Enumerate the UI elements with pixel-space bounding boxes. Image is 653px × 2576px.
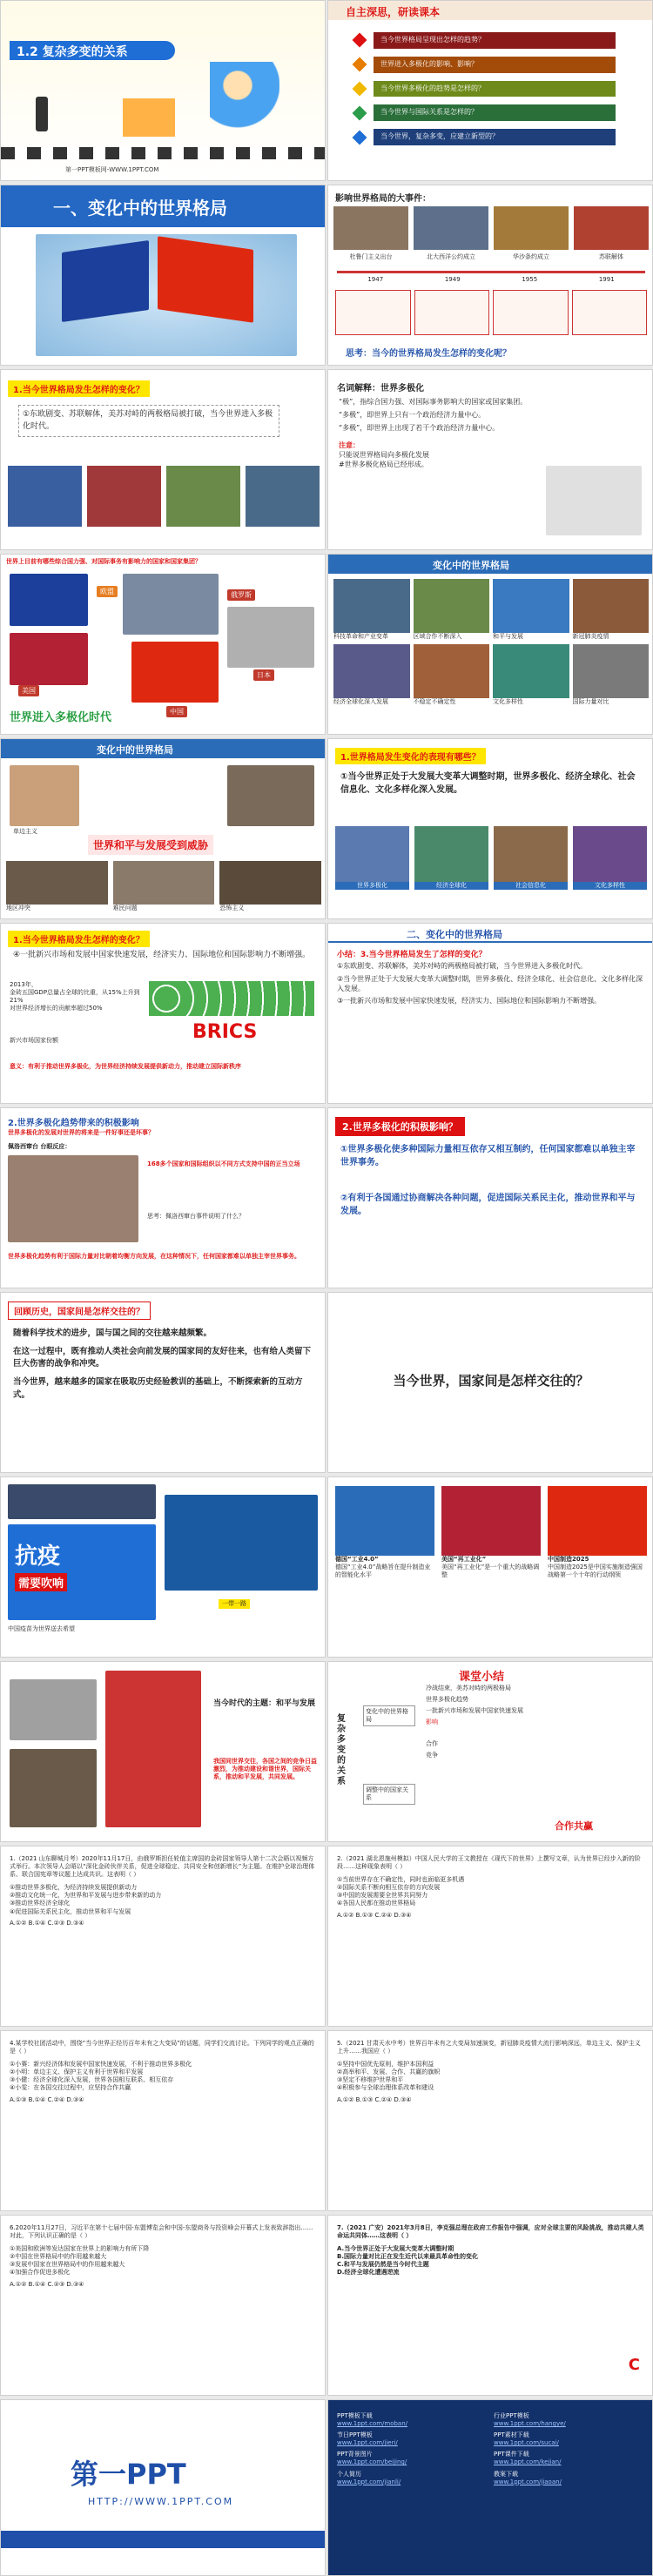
us-image <box>10 633 88 685</box>
question-text: 5.（2021 甘肃天水中考）世界百年未有之大变局加速演变，新冠肺炎疫情大流行影响深远，单边主义、保护主义上升……我国应（ ） <box>337 2040 641 2055</box>
slide-heading: 变化中的世界格局 <box>97 744 173 756</box>
year-label: 1955 <box>522 276 538 283</box>
eu-image <box>10 574 88 626</box>
grid-tile: 经济全球化深入发展 <box>333 644 410 706</box>
answer-options: A.①② B.①④ C.②③ D.③④ <box>10 1919 84 1927</box>
option: A.当今世界正处于大发展大变革大调整时期 <box>337 2245 454 2253</box>
center-question: 当今世界，国家间是怎样交往的？ <box>393 1373 589 1389</box>
house-icon <box>123 98 175 137</box>
note-1: 只能说世界格局向多极化发展 <box>339 451 429 460</box>
link[interactable]: www.1ppt.com/kejian/ <box>494 2458 562 2466</box>
desc: 德国“工业4.0”战略旨在提升制造业的智能化水平 <box>335 1564 431 1579</box>
world-map-image <box>546 466 642 535</box>
link[interactable]: www.1ppt.com/hangye/ <box>494 2420 566 2428</box>
option: ②高举和平、发展、合作、共赢的旗帜 <box>337 2068 441 2076</box>
slide-21-exercise <box>0 1846 326 2027</box>
point-1: 随着科学技术的进步，国与国之间的交往越来越频繁。 <box>13 1328 212 1338</box>
question-text: 7.（2021 广安）2021年3月8日，李克强总理在政府工作报告中强调，应对全球主要的风险挑战，推动共建人类命运共同体……这表明（ ） <box>337 2224 644 2240</box>
link[interactable]: www.1ppt.com/moban/ <box>337 2420 408 2428</box>
brand-url: HTTP://WWW.1PPT.COM <box>88 2496 234 2507</box>
summary-title: 课堂小结 <box>459 1671 505 1684</box>
label-unilateral: 单边主义 <box>13 828 37 835</box>
node-1: 变化中的世界格局 <box>363 1705 415 1726</box>
item: 竞争 <box>426 1752 438 1759</box>
answer-text: ①东欧剧变、苏联解体，美苏对峙的两极格局被打破，当今世界进入多极化时代。 <box>18 405 279 437</box>
answer-text: ①当今世界正处于大发展大变革大调整时期，世界多极化、经济全球化、社会信息化、文化多样化深入发展。 <box>340 772 636 795</box>
question-banner: 2.世界多极化的积极影响？ <box>335 1117 465 1136</box>
option: ④加强合作促进多极化 <box>10 2269 71 2277</box>
slide-7-poles <box>0 554 326 735</box>
slide-4-events <box>327 185 653 366</box>
event-image <box>414 206 488 250</box>
china-flag-icon <box>158 236 253 322</box>
answer-options: A.①③ B.①④ C.②④ D.③④ <box>10 2095 84 2103</box>
slide-9-threats <box>0 738 326 919</box>
slide-23-exercise <box>0 2030 326 2211</box>
think-text: 思考：佩洛西窜台事件说明了什么？ <box>147 1213 245 1220</box>
data-line: 2013年， <box>10 981 37 988</box>
link-heading: PPT背景图片 <box>337 2451 373 2458</box>
photo <box>548 1486 647 1556</box>
link-heading: PPT素材下载 <box>494 2431 529 2439</box>
caption: 德国“工业4.0” <box>335 1556 379 1563</box>
answer-1: ①世界多极化使多种国际力量相互依存又相互制约，任何国家都难以单独主宰世界事务。 <box>340 1145 636 1167</box>
answer-2: ②有利于各国通过协商解决各种问题，促进国际关系民主化，推动世界和平与发展。 <box>340 1194 636 1216</box>
option: ①小赛：新兴经济体和发展中国家快速发展，不利于推动世界多极化 <box>10 2061 192 2068</box>
photo <box>8 466 82 527</box>
question-text: 6.2020年11月27日，习近平在第十七届中国-东盟博览会和中国-东盟商务与投资峰会开幕式上发表致辞指出……对此，下列认识正确的是（ ） <box>10 2224 313 2240</box>
question-text: 1.（2021 山东聊城月考）2020年11月17日，由俄罗斯担任轮值主席国的金砖国家领导人第十二次会晤以视频方式举行。本次领导人会晤以“深化金砖伙伴关系，促进全球稳定、共同安全和创新增长”为主题。在维护全球治理体系、联合国宪章等议题上达成共识。这表明（ ） <box>10 1855 315 1879</box>
slide-20-summary-map <box>327 1661 653 1842</box>
point-2: 在这一过程中，既有推动人类社会向前发展的国家间的友好往来，也有给人类留下巨大伤害的战争和冲突。 <box>13 1346 312 1369</box>
note-2: #世界多极化格局已经形成。 <box>339 460 428 468</box>
link-heading: PPT课件下载 <box>494 2451 529 2458</box>
photo <box>8 1155 138 1242</box>
slide-17 <box>0 1476 326 1658</box>
crossing-stripes <box>1 147 325 159</box>
think-question: 思考：当今的世界格局发生怎样的变化呢？ <box>346 349 511 359</box>
term-p1: “极”，指综合国力强、对国际事务影响大的国家或国家集团。 <box>339 398 528 406</box>
option: ③推动世界经济全球化 <box>10 1900 71 1907</box>
slide-heading: 影响世界格局的大事件： <box>335 194 431 204</box>
center-banner: 世界和平与发展受到威胁 <box>88 835 213 855</box>
term-title: 名词解释：世界多极化 <box>337 384 424 393</box>
data-line: 对世界经济增长的贡献率超过50% <box>10 1005 103 1012</box>
question-banner: 回顾历史，国家间是怎样交往的？ <box>8 1301 151 1320</box>
link-heading: 行业PPT模板 <box>494 2412 529 2419</box>
question-banner: 1.当今世界格局发生怎样的变化？ <box>8 931 150 947</box>
option: ③发展中国家在世界格局中的作用越来越大 <box>10 2261 125 2269</box>
question-title: 2.世界多极化趋势带来的积极影响 <box>8 1119 139 1128</box>
photo <box>105 1671 201 1827</box>
item: 世界多极化趋势 <box>426 1696 468 1704</box>
question-item: 当今世界与国际关系是怎样的？ <box>354 104 616 121</box>
option: ④促进国际关系民主化，推动世界和平与发展 <box>10 1907 131 1915</box>
ru-image <box>123 574 219 635</box>
item: 影响 <box>426 1718 438 1726</box>
imf-label: 新兴市场国家份额 <box>10 1037 58 1044</box>
section-title: 二、变化中的世界格局 <box>407 929 502 940</box>
question-text: 4.某学校社团活动中，围绕“当今世界正经历百年未有之大变局”的话题，同学们交流讨论。下列同学的观点正确的是（ ） <box>10 2040 314 2055</box>
top-question: 世界上目前有哪些综合国力强、对国际事务有影响力的国家和国家集团？ <box>6 558 201 565</box>
desc: 美国“再工业化”是一个重大的战略调整 <box>441 1564 540 1579</box>
badge-multipolar: 世界多极化 <box>335 882 409 890</box>
item: 冷战结束，美苏对峙的两极格局 <box>426 1685 511 1692</box>
summary-3: ③一批新兴市场和发展中国家快速发展，经济实力、国际地位和国际影响力不断增强。 <box>337 997 602 1006</box>
option: ④小雯：在各国交往过程中，应坚持合作共赢 <box>10 2084 131 2092</box>
label-us: 美国 <box>18 685 39 696</box>
theme-text: 当今时代的主题：和平与发展 <box>213 1699 316 1708</box>
option: ④积极参与全球治理体系改革和建设 <box>337 2084 434 2092</box>
link[interactable]: www.1ppt.com/jieri/ <box>337 2439 398 2447</box>
grid-tile: 新冠肺炎疫情 <box>573 579 650 641</box>
desc: 中国制造2025是中国实施制造强国战略第一个十年的行动纲领 <box>548 1564 643 1579</box>
grid-tile: 和平与发展 <box>493 579 569 641</box>
poster-text-2: 需要吹响 <box>15 1573 67 1591</box>
option: ②中国在世界格局中的作用越来越大 <box>10 2253 107 2261</box>
question-item: 当今世界，复杂多变，应建立新型的？ <box>354 129 616 145</box>
center-node: 复杂多变的关系 <box>337 1714 346 1786</box>
slide-3-section <box>0 185 326 366</box>
option: ④各国人民都在推动世界格局 <box>337 1900 416 1907</box>
link-heading: PPT模板下载 <box>337 2412 373 2419</box>
poster-text: 抗疫 <box>15 1544 61 1570</box>
slide-18 <box>327 1476 653 1658</box>
question-banner: 1.世界格局发生变化的表现有哪些？ <box>335 748 486 764</box>
photo <box>335 1486 434 1556</box>
bottom-text: 世界多极化趋势有利于国际力量对比朝着均衡方向发展，在这种情况下，任何国家都难以单独主宰世界事务。 <box>8 1253 300 1260</box>
option: B.国际力量对比正在发生近代以来最具革命性的变化 <box>337 2253 478 2261</box>
answer-text: ④一批新兴市场和发展中国家快速发展，经济实力、国际地位和国际影响力不断增强。 <box>13 951 311 959</box>
option: ①美国和欧洲等发达国家在世界上的影响力有所下降 <box>10 2245 150 2253</box>
slide-28-links <box>327 2399 653 2576</box>
grid-tile: 不稳定不确定性 <box>414 644 490 706</box>
question-sub: 世界多极化的发展对世界的将来是一件好事还是坏事？ <box>8 1129 154 1136</box>
option: ③坚定不移维护世界和平 <box>337 2076 404 2084</box>
slide-14 <box>327 1107 653 1288</box>
label-cn: 中国 <box>166 706 187 717</box>
slide-15 <box>0 1292 326 1473</box>
event-label: 北大西洋公约成立 <box>427 253 475 260</box>
photo <box>246 466 320 527</box>
event-label: 苏联解体 <box>599 253 623 260</box>
option: ②推动文化统一化，为世界和平发展与进步带来新的动力 <box>10 1892 162 1900</box>
slide-heading: 自主深思，研读课本 <box>346 6 441 18</box>
answer-options: A.①② B.①③ C.②④ D.③④ <box>337 1911 412 1919</box>
slide-22-exercise <box>327 1846 653 2027</box>
slide-10 <box>327 738 653 919</box>
question-banner: 1.当今世界格局发生怎样的变化？ <box>8 380 150 397</box>
label-refugee: 难民问题 <box>112 905 138 911</box>
term-p3: “多极”，即世界上出现了若干个政治经济力量中心。 <box>339 423 500 432</box>
option: ②国际关系不断向相互依存的方向发展 <box>337 1884 441 1892</box>
slide-16 <box>327 1292 653 1473</box>
option: ①当前世界存在不确定性，同时也面临更多机遇 <box>337 1876 465 1884</box>
slide-1-cover <box>0 0 326 181</box>
label-jp: 日本 <box>253 669 274 681</box>
option: ③小健：经济全球化深入发展，世界各国相互联系、相互依存 <box>10 2076 174 2084</box>
option: ①坚持中国优先原则，维护本国利益 <box>337 2061 434 2068</box>
meaning-text: 意义：有利于推动世界多极化，为世界经济持续发展提供新动力，推动建立国际新秩序 <box>10 1063 241 1070</box>
badge-diversity: 文化多样性 <box>573 882 647 890</box>
slide-11-brics <box>0 923 326 1104</box>
event-image <box>333 206 408 250</box>
slide-title: 1.2 复杂多变的关系 <box>17 45 128 59</box>
desc-text: 我国同世界交往，各国之间的竞争日益激烈，为推动建设和谐世界，国际关系，推动和平发展，共同发展。 <box>213 1758 317 1781</box>
threat-image <box>227 765 314 826</box>
timeline <box>337 271 645 273</box>
data-line: 金砖五国GDP总量占全球的比重，从15%上升到21% <box>10 989 140 1005</box>
link[interactable]: www.1ppt.com/jiaoan/ <box>494 2478 562 2485</box>
slide-19 <box>0 1661 326 1842</box>
photo <box>165 1495 318 1591</box>
link-heading: 节日PPT模板 <box>337 2431 373 2439</box>
photo <box>8 1484 156 1519</box>
slide-12-summary <box>327 923 653 1104</box>
slide-26-exercise <box>327 2215 653 2396</box>
caption: 一带一路 <box>219 1599 250 1609</box>
section-title: 一、变化中的世界格局 <box>53 198 227 219</box>
caption: 美国“再工业化” <box>441 1556 487 1563</box>
grid-tile: 区域合作不断深入 <box>414 579 490 641</box>
note-label: 注意： <box>339 441 360 450</box>
summary-2: ②当今世界正处于大发展大变革大调整时期，世界多极化、经济全球化、社会信息化、文化多样化深入发展。 <box>337 974 643 992</box>
slide-8-grid <box>327 554 653 735</box>
question-item: 世界进入多极化的影响、影响？ <box>354 57 616 73</box>
option: D.经济全球化遭遇逆流 <box>337 2269 400 2277</box>
question-text: 2.（2021 湖北恩施州模拟）中国人民大学的王文教授在《现代下的世界》上撰写文章，认为世界已经步入新的阶段……这种现象表明（ ） <box>337 1855 641 1871</box>
summary-1: ①东欧剧变、苏联解体，美苏对峙的两极格局被打破，当今世界进入多极化时代。 <box>337 962 588 970</box>
option: ①推动世界多极化，为经济持续发展提供新动力 <box>10 1884 138 1892</box>
node-2: 调整中的国家关系 <box>363 1784 415 1805</box>
point-3: 当今世界，越来越多的国家在吸取历史经验教训的基础上，不断探索新的互动方式。 <box>13 1377 303 1400</box>
material-text: 168多个国家和国际组织以不同方式支持中国的正当立场 <box>147 1160 300 1167</box>
bottom-banner: 世界进入多极化时代 <box>10 711 112 724</box>
grid-tile: 文化多样性 <box>493 644 569 706</box>
label-conflict: 地区冲突 <box>6 905 30 911</box>
case-name: 佩洛西窜台 台眼反应： <box>8 1143 71 1150</box>
photo <box>87 466 161 527</box>
term-p2: “多极”，即世界上只有一个政治经济力量中心。 <box>339 410 486 419</box>
threat-image <box>10 765 79 826</box>
event-image <box>574 206 649 250</box>
option: ②小明：单边主义、保护主义有利于世界和平发展 <box>10 2068 144 2076</box>
option: C.和平与发展仍然是当今时代主题 <box>337 2261 429 2269</box>
slide-24-exercise <box>327 2030 653 2211</box>
photo <box>10 1679 97 1740</box>
answer-options: A.①② B.①④ C.②③ D.③④ <box>10 2280 84 2288</box>
answer-mark: C <box>628 2356 640 2374</box>
label-eu: 欧盟 <box>97 586 118 597</box>
event-label: 杜鲁门主义出台 <box>349 253 393 260</box>
slide-2-questions <box>327 0 653 181</box>
slide-13 <box>0 1107 326 1288</box>
badge-globalization: 经济全球化 <box>414 882 488 890</box>
year-label: 1947 <box>367 276 384 283</box>
photo <box>166 466 240 527</box>
slide-6-term <box>327 369 653 550</box>
caption: 中国制造2025 <box>548 1556 589 1563</box>
footer-brand: 第一PPT模板网-WWW.1PPT.COM <box>65 166 159 173</box>
link-heading: 个人简历 <box>337 2470 361 2478</box>
brand-logo: 第一PPT <box>71 2458 186 2491</box>
link-heading: 教案下载 <box>494 2470 518 2478</box>
grid-tile: 科技革命和产业变革 <box>333 579 410 641</box>
year-label: 1949 <box>444 276 461 283</box>
children-illustration <box>210 62 279 140</box>
year-label: 1991 <box>598 276 615 283</box>
traffic-light-icon <box>36 97 48 131</box>
slide-27-brand <box>0 2399 326 2576</box>
link[interactable]: www.1ppt.com/jianli/ <box>337 2478 401 2485</box>
event-label: 华沙条约成立 <box>513 253 549 260</box>
pie-chart-icons <box>149 981 314 1016</box>
photo <box>441 1486 541 1556</box>
badge-informatization: 社会信息化 <box>494 882 568 890</box>
option: ③中国的发展需要全世界共同努力 <box>337 1892 428 1900</box>
link[interactable]: www.1ppt.com/sucai/ <box>494 2439 559 2447</box>
grid-tile: 国际力量对比 <box>573 644 650 706</box>
slide-5 <box>0 369 326 550</box>
win-win-label: 合作共赢 <box>555 1820 593 1832</box>
label-ru: 俄罗斯 <box>227 589 255 601</box>
event-image <box>494 206 569 250</box>
photo <box>10 1749 97 1827</box>
jp-image <box>227 607 314 668</box>
item: 合作 <box>426 1740 438 1748</box>
label-terror: 恐怖主义 <box>219 905 245 911</box>
slide-25-exercise <box>0 2215 326 2396</box>
caption: 中国疫苗为世界送去希望 <box>8 1625 75 1632</box>
item: 一批新兴市场和发展中国家快速发展 <box>426 1707 523 1715</box>
brics-logo: BRICS <box>192 1021 258 1043</box>
answer-options: A.①② B.①③ C.②④ D.③④ <box>337 2095 412 2103</box>
question-item: 当今世界多极化的趋势是怎样的？ <box>354 81 616 98</box>
summary-sub: 小结：3.当今世界格局发生了怎样的变化？ <box>337 951 487 959</box>
slide-heading: 变化中的世界格局 <box>433 560 509 571</box>
cn-image <box>131 642 219 703</box>
eu-flag-icon <box>62 240 149 322</box>
link[interactable]: www.1ppt.com/beijing/ <box>337 2458 407 2466</box>
question-item: 当今世界格局呈现出怎样的趋势？ <box>354 32 616 49</box>
